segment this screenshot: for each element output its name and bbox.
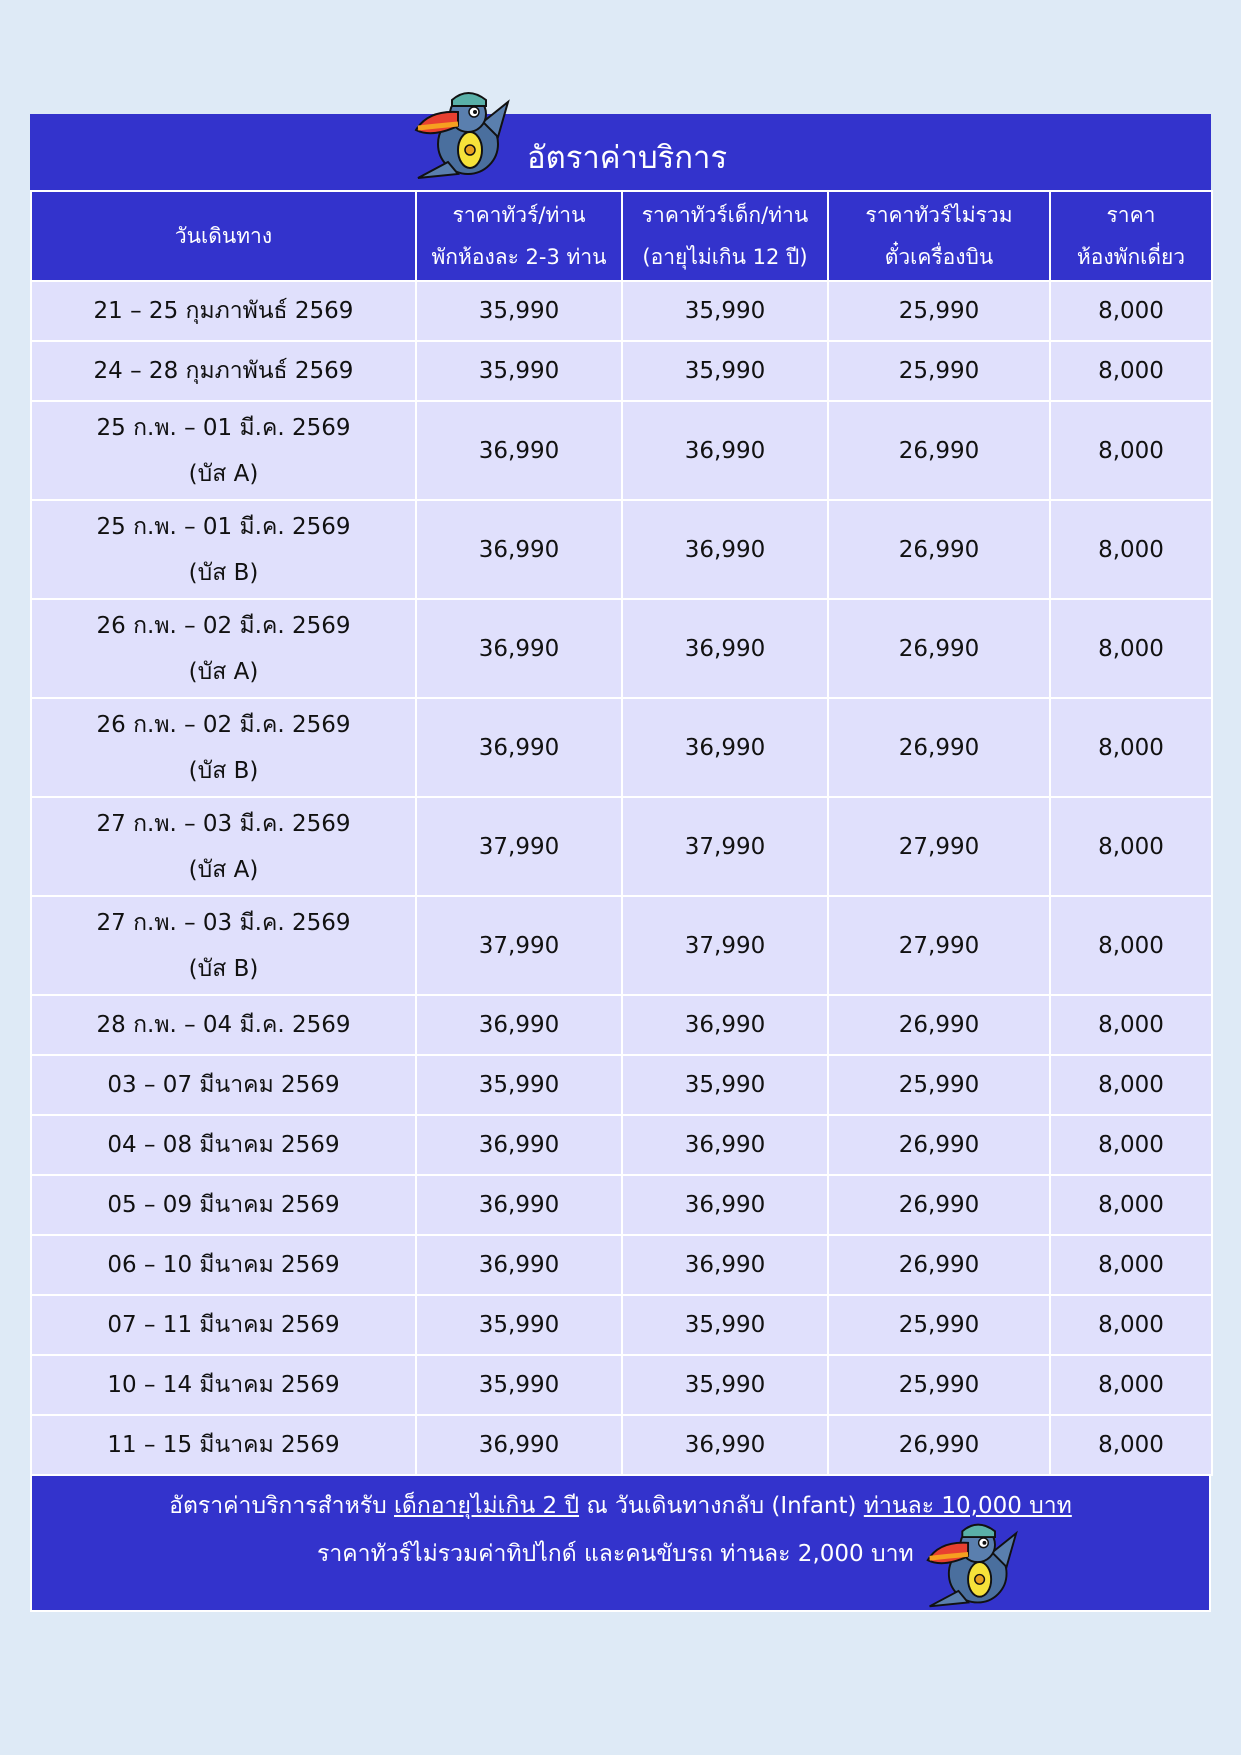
table-row bbox=[31, 1055, 1212, 1115]
travel-date-cell bbox=[31, 995, 416, 1055]
header-line: (อายุไม่เกิน 12 ปี) bbox=[642, 245, 808, 269]
table-row bbox=[31, 1355, 1212, 1415]
table-body bbox=[31, 281, 1212, 1475]
no-ticket-price-cell: 26,990 bbox=[828, 401, 1050, 500]
banner bbox=[30, 114, 1211, 190]
no-ticket-price-cell: 25,990 bbox=[828, 1295, 1050, 1355]
no-ticket-price-cell: 27,990 bbox=[828, 896, 1050, 995]
header-line: ราคาทัวร์ไม่รวม bbox=[865, 203, 1013, 227]
no-ticket-price-cell: 26,990 bbox=[828, 599, 1050, 698]
single-room-cell: 8,000 bbox=[1050, 1415, 1212, 1475]
header-adult-price bbox=[416, 191, 622, 281]
single-room-cell: 8,000 bbox=[1050, 1115, 1212, 1175]
child-price-cell: 36,990 bbox=[622, 401, 828, 500]
header-line: ราคา bbox=[1106, 203, 1156, 227]
travel-date: 26 ก.พ. – 02 มี.ค. 2569 bbox=[96, 612, 351, 639]
travel-date: 25 ก.พ. – 01 มี.ค. 2569 bbox=[96, 513, 351, 540]
travel-date: 03 – 07 มีนาคม 2569 bbox=[107, 1072, 340, 1098]
travel-date: 27 ก.พ. – 03 มี.ค. 2569 bbox=[96, 810, 351, 837]
adult-price-cell: 36,990 bbox=[416, 698, 622, 797]
single-room-cell: 8,000 bbox=[1050, 1175, 1212, 1235]
single-room-cell: 8,000 bbox=[1050, 797, 1212, 896]
no-ticket-price-cell: 26,990 bbox=[828, 1175, 1050, 1235]
bus-label: (บัส A) bbox=[188, 856, 259, 883]
table-row bbox=[31, 1235, 1212, 1295]
child-price-cell: 37,990 bbox=[622, 797, 828, 896]
no-ticket-price-cell: 26,990 bbox=[828, 1115, 1050, 1175]
single-room-cell: 8,000 bbox=[1050, 401, 1212, 500]
travel-date: 10 – 14 มีนาคม 2569 bbox=[107, 1372, 340, 1398]
travel-date-cell bbox=[31, 1355, 416, 1415]
infant-age-condition: เด็กอายุไม่เกิน 2 ปี bbox=[394, 1493, 580, 1519]
adult-price-cell: 36,990 bbox=[416, 1115, 622, 1175]
adult-price-cell: 35,990 bbox=[416, 1295, 622, 1355]
header-child-price bbox=[622, 191, 828, 281]
no-ticket-price-cell: 25,990 bbox=[828, 281, 1050, 341]
bus-label: (บัส B) bbox=[188, 955, 259, 982]
travel-date-cell bbox=[31, 1415, 416, 1475]
infant-note-middle: ณ วันเดินทางกลับ (Infant) bbox=[579, 1493, 864, 1519]
no-ticket-price-cell: 25,990 bbox=[828, 1055, 1050, 1115]
header-single-room bbox=[1050, 191, 1212, 281]
travel-date: 27 ก.พ. – 03 มี.ค. 2569 bbox=[96, 909, 351, 936]
adult-price-cell: 35,990 bbox=[416, 1355, 622, 1415]
no-ticket-price-cell: 27,990 bbox=[828, 797, 1050, 896]
table-row bbox=[31, 1175, 1212, 1235]
adult-price-cell: 36,990 bbox=[416, 1235, 622, 1295]
travel-date-cell bbox=[31, 797, 416, 896]
travel-date-cell bbox=[31, 401, 416, 500]
toucan-mascot-icon bbox=[408, 82, 512, 186]
banner-title: อัตราค่าบริการ bbox=[527, 140, 728, 176]
no-ticket-price-cell: 26,990 bbox=[828, 1235, 1050, 1295]
table-row bbox=[31, 281, 1212, 341]
table-row bbox=[31, 797, 1212, 896]
travel-date-cell bbox=[31, 341, 416, 401]
header-line: วันเดินทาง bbox=[174, 224, 273, 248]
adult-price-cell: 37,990 bbox=[416, 797, 622, 896]
adult-price-cell: 36,990 bbox=[416, 599, 622, 698]
header-line: พักห้องละ 2-3 ท่าน bbox=[431, 245, 607, 269]
adult-price-cell: 35,990 bbox=[416, 281, 622, 341]
child-price-cell: 35,990 bbox=[622, 341, 828, 401]
no-ticket-price-cell: 26,990 bbox=[828, 1415, 1050, 1475]
child-price-cell: 36,990 bbox=[622, 500, 828, 599]
table-row bbox=[31, 995, 1212, 1055]
adult-price-cell: 36,990 bbox=[416, 995, 622, 1055]
travel-date-cell bbox=[31, 599, 416, 698]
table-row bbox=[31, 1295, 1212, 1355]
single-room-cell: 8,000 bbox=[1050, 896, 1212, 995]
travel-date-cell bbox=[31, 1055, 416, 1115]
header-travel-date bbox=[31, 191, 416, 281]
travel-date: 07 – 11 มีนาคม 2569 bbox=[107, 1312, 340, 1338]
travel-date: 06 – 10 มีนาคม 2569 bbox=[107, 1252, 340, 1278]
child-price-cell: 36,990 bbox=[622, 1115, 828, 1175]
rates-table bbox=[30, 190, 1213, 1476]
child-price-cell: 36,990 bbox=[622, 1415, 828, 1475]
tip-note: ราคาทัวร์ไม่รวมค่าทิปไกด์ และคนขับรถ ท่านละ 2,000 บาท bbox=[317, 1541, 914, 1567]
child-price-cell: 36,990 bbox=[622, 995, 828, 1055]
table-header-row bbox=[31, 191, 1212, 281]
table-row bbox=[31, 1415, 1212, 1475]
infant-note-prefix: อัตราค่าบริการสำหรับ bbox=[169, 1493, 395, 1519]
no-ticket-price-cell: 26,990 bbox=[828, 995, 1050, 1055]
travel-date-cell bbox=[31, 896, 416, 995]
header-line: ห้องพักเดี่ยว bbox=[1076, 245, 1186, 269]
travel-date-cell bbox=[31, 1115, 416, 1175]
travel-date: 28 ก.พ. – 04 มี.ค. 2569 bbox=[96, 1012, 351, 1038]
infant-price: ท่านละ 10,000 บาท bbox=[863, 1493, 1072, 1519]
header-line: ราคาทัวร์เด็ก/ท่าน bbox=[641, 203, 809, 227]
table-row bbox=[31, 896, 1212, 995]
child-price-cell: 35,990 bbox=[622, 1295, 828, 1355]
travel-date: 05 – 09 มีนาคม 2569 bbox=[107, 1192, 340, 1218]
child-price-cell: 35,990 bbox=[622, 1055, 828, 1115]
no-ticket-price-cell: 26,990 bbox=[828, 500, 1050, 599]
adult-price-cell: 36,990 bbox=[416, 401, 622, 500]
table-row bbox=[31, 599, 1212, 698]
no-ticket-price-cell: 25,990 bbox=[828, 341, 1050, 401]
child-price-cell: 36,990 bbox=[622, 1175, 828, 1235]
child-price-cell: 36,990 bbox=[622, 1235, 828, 1295]
adult-price-cell: 36,990 bbox=[416, 500, 622, 599]
single-room-cell: 8,000 bbox=[1050, 995, 1212, 1055]
header-no-ticket-price bbox=[828, 191, 1050, 281]
travel-date-cell bbox=[31, 281, 416, 341]
footer-notes bbox=[30, 1476, 1211, 1612]
single-room-cell: 8,000 bbox=[1050, 1055, 1212, 1115]
child-price-cell: 36,990 bbox=[622, 698, 828, 797]
bus-label: (บัส B) bbox=[188, 757, 259, 784]
table-row bbox=[31, 698, 1212, 797]
no-ticket-price-cell: 25,990 bbox=[828, 1355, 1050, 1415]
single-room-cell: 8,000 bbox=[1050, 281, 1212, 341]
single-room-cell: 8,000 bbox=[1050, 1355, 1212, 1415]
infant-rate-note bbox=[32, 1488, 1209, 1524]
travel-date-cell bbox=[31, 1235, 416, 1295]
travel-date: 04 – 08 มีนาคม 2569 bbox=[107, 1132, 340, 1158]
single-room-cell: 8,000 bbox=[1050, 698, 1212, 797]
travel-date-cell bbox=[31, 698, 416, 797]
child-price-cell: 35,990 bbox=[622, 1355, 828, 1415]
child-price-cell: 37,990 bbox=[622, 896, 828, 995]
travel-date-cell bbox=[31, 500, 416, 599]
travel-date: 24 – 28 กุมภาพันธ์ 2569 bbox=[93, 358, 354, 384]
bus-label: (บัส A) bbox=[188, 658, 259, 685]
bus-label: (บัส B) bbox=[188, 559, 259, 586]
no-ticket-price-cell: 26,990 bbox=[828, 698, 1050, 797]
bus-label: (บัส A) bbox=[188, 460, 259, 487]
child-price-cell: 36,990 bbox=[622, 599, 828, 698]
single-room-cell: 8,000 bbox=[1050, 341, 1212, 401]
single-room-cell: 8,000 bbox=[1050, 599, 1212, 698]
adult-price-cell: 35,990 bbox=[416, 1055, 622, 1115]
single-room-cell: 8,000 bbox=[1050, 1295, 1212, 1355]
child-price-cell: 35,990 bbox=[622, 281, 828, 341]
adult-price-cell: 36,990 bbox=[416, 1415, 622, 1475]
adult-price-cell: 37,990 bbox=[416, 896, 622, 995]
travel-date: 26 ก.พ. – 02 มี.ค. 2569 bbox=[96, 711, 351, 738]
header-line: ตั๋วเครื่องบิน bbox=[884, 245, 994, 269]
price-sheet bbox=[30, 114, 1211, 1612]
table-row bbox=[31, 341, 1212, 401]
travel-date: 25 ก.พ. – 01 มี.ค. 2569 bbox=[96, 414, 351, 441]
single-room-cell: 8,000 bbox=[1050, 500, 1212, 599]
table-row bbox=[31, 500, 1212, 599]
travel-date: 11 – 15 มีนาคม 2569 bbox=[107, 1432, 340, 1458]
toucan-mascot-icon bbox=[920, 1514, 1020, 1614]
travel-date-cell bbox=[31, 1295, 416, 1355]
table-row bbox=[31, 1115, 1212, 1175]
travel-date-cell bbox=[31, 1175, 416, 1235]
adult-price-cell: 35,990 bbox=[416, 341, 622, 401]
header-line: ราคาทัวร์/ท่าน bbox=[452, 203, 586, 227]
adult-price-cell: 36,990 bbox=[416, 1175, 622, 1235]
table-row bbox=[31, 401, 1212, 500]
travel-date: 21 – 25 กุมภาพันธ์ 2569 bbox=[93, 298, 354, 324]
single-room-cell: 8,000 bbox=[1050, 1235, 1212, 1295]
